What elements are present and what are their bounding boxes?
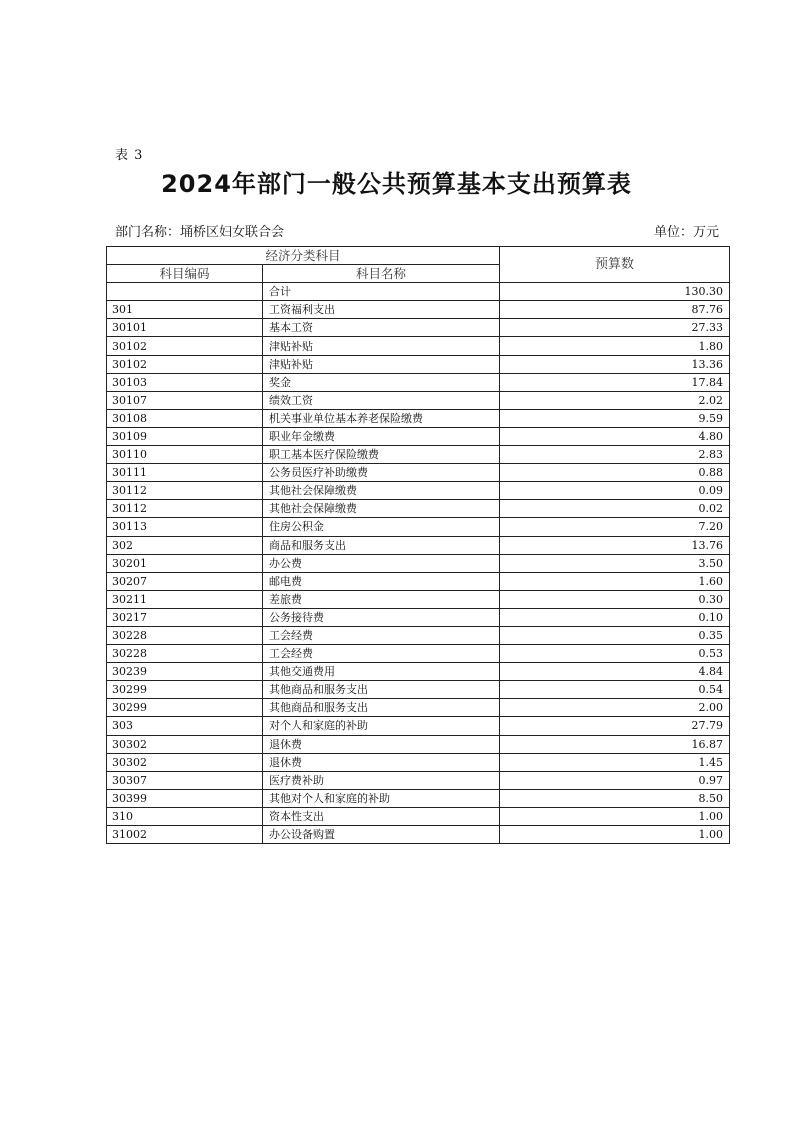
name-cell: 退休费 (263, 735, 500, 753)
code-cell: 30217 (107, 608, 263, 626)
amount-cell: 0.10 (500, 608, 730, 626)
name-cell: 其他社会保障缴费 (263, 500, 500, 518)
name-cell: 资本性支出 (263, 807, 500, 825)
amount-cell: 4.80 (500, 427, 730, 445)
amount-cell: 2.83 (500, 446, 730, 464)
economic-classification-header: 经济分类科目 (107, 247, 500, 265)
table-row (107, 807, 730, 825)
name-cell: 津贴补贴 (263, 337, 500, 355)
table-row (107, 608, 730, 626)
amount-cell: 0.30 (500, 590, 730, 608)
name-cell: 绩效工资 (263, 391, 500, 409)
name-cell: 商品和服务支出 (263, 536, 500, 554)
table-row (107, 699, 730, 717)
code-cell: 30207 (107, 572, 263, 590)
amount-cell: 2.00 (500, 699, 730, 717)
table-row (107, 663, 730, 681)
amount-cell: 2.02 (500, 391, 730, 409)
table-row (107, 301, 730, 319)
code-cell: 303 (107, 717, 263, 735)
code-cell: 30112 (107, 500, 263, 518)
amount-cell: 1.00 (500, 826, 730, 844)
amount-cell: 0.02 (500, 500, 730, 518)
name-cell: 其他社会保障缴费 (263, 482, 500, 500)
table-row (107, 645, 730, 663)
name-cell: 基本工资 (263, 319, 500, 337)
amount-cell: 8.50 (500, 789, 730, 807)
amount-cell: 0.97 (500, 771, 730, 789)
table-row (107, 464, 730, 482)
amount-cell: 9.59 (500, 409, 730, 427)
amount-cell: 130.30 (500, 283, 730, 301)
code-cell: 30111 (107, 464, 263, 482)
name-cell: 办公费 (263, 554, 500, 572)
table-row (107, 626, 730, 644)
table-row (107, 500, 730, 518)
code-cell: 30108 (107, 409, 263, 427)
table-number: 表 3 (115, 148, 144, 163)
name-cell: 差旅费 (263, 590, 500, 608)
name-cell: 其他交通费用 (263, 663, 500, 681)
table-row (107, 391, 730, 409)
name-cell: 公务员医疗补助缴费 (263, 464, 500, 482)
name-cell: 工会经费 (263, 626, 500, 644)
name-cell: 合计 (263, 283, 500, 301)
amount-cell: 16.87 (500, 735, 730, 753)
table-row (107, 717, 730, 735)
amount-cell: 13.36 (500, 355, 730, 373)
code-column-header: 科目编码 (107, 265, 263, 283)
table-row (107, 826, 730, 844)
code-cell: 30211 (107, 590, 263, 608)
table-row (107, 319, 730, 337)
amount-cell: 0.09 (500, 482, 730, 500)
table-row (107, 536, 730, 554)
table-row (107, 789, 730, 807)
code-cell: 302 (107, 536, 263, 554)
code-cell: 30228 (107, 626, 263, 644)
code-cell: 30299 (107, 681, 263, 699)
code-cell: 301 (107, 301, 263, 319)
code-cell: 310 (107, 807, 263, 825)
name-cell: 机关事业单位基本养老保险缴费 (263, 409, 500, 427)
name-cell: 工资福利支出 (263, 301, 500, 319)
code-cell: 30112 (107, 482, 263, 500)
amount-cell: 1.00 (500, 807, 730, 825)
amount-cell: 1.60 (500, 572, 730, 590)
code-cell: 30299 (107, 699, 263, 717)
amount-cell: 0.35 (500, 626, 730, 644)
code-cell: 30109 (107, 427, 263, 445)
table-row (107, 283, 730, 301)
code-cell: 30239 (107, 663, 263, 681)
table-row (107, 753, 730, 771)
amount-cell: 0.88 (500, 464, 730, 482)
code-cell: 30302 (107, 753, 263, 771)
code-cell: 30110 (107, 446, 263, 464)
amount-cell: 4.84 (500, 663, 730, 681)
name-cell: 职工基本医疗保险缴费 (263, 446, 500, 464)
amount-cell: 27.79 (500, 717, 730, 735)
name-cell: 津贴补贴 (263, 355, 500, 373)
name-cell: 办公设备购置 (263, 826, 500, 844)
code-cell: 30102 (107, 337, 263, 355)
code-cell: 31002 (107, 826, 263, 844)
name-cell: 医疗费补助 (263, 771, 500, 789)
table-row (107, 590, 730, 608)
table-row (107, 482, 730, 500)
amount-cell: 7.20 (500, 518, 730, 536)
amount-cell: 0.53 (500, 645, 730, 663)
amount-cell: 27.33 (500, 319, 730, 337)
amount-cell: 3.50 (500, 554, 730, 572)
table-row (107, 355, 730, 373)
code-cell: 30307 (107, 771, 263, 789)
name-cell: 邮电费 (263, 572, 500, 590)
amount-cell: 1.80 (500, 337, 730, 355)
code-cell: 30113 (107, 518, 263, 536)
code-cell: 30102 (107, 355, 263, 373)
amount-cell: 17.84 (500, 373, 730, 391)
code-cell (107, 283, 263, 301)
code-cell: 30107 (107, 391, 263, 409)
code-cell: 30101 (107, 319, 263, 337)
department-name: 部门名称：埇桥区妇女联合会 (115, 225, 285, 240)
code-cell: 30103 (107, 373, 263, 391)
table-row (107, 409, 730, 427)
name-cell: 其他对个人和家庭的补助 (263, 789, 500, 807)
code-cell: 30302 (107, 735, 263, 753)
name-cell: 其他商品和服务支出 (263, 699, 500, 717)
name-column-header: 科目名称 (263, 265, 500, 283)
name-cell: 对个人和家庭的补助 (263, 717, 500, 735)
amount-cell: 0.54 (500, 681, 730, 699)
code-cell: 30228 (107, 645, 263, 663)
name-cell: 公务接待费 (263, 608, 500, 626)
amount-cell: 87.76 (500, 301, 730, 319)
amount-cell: 13.76 (500, 536, 730, 554)
unit-label: 单位：万元 (653, 225, 719, 240)
table-row (107, 518, 730, 536)
name-cell: 工会经费 (263, 645, 500, 663)
budget-table (106, 246, 730, 844)
name-cell: 职业年金缴费 (263, 427, 500, 445)
table-row (107, 554, 730, 572)
name-cell: 住房公积金 (263, 518, 500, 536)
name-cell: 退休费 (263, 753, 500, 771)
name-cell: 其他商品和服务支出 (263, 681, 500, 699)
code-cell: 30201 (107, 554, 263, 572)
name-cell: 奖金 (263, 373, 500, 391)
table-row (107, 572, 730, 590)
code-cell: 30399 (107, 789, 263, 807)
table-row (107, 771, 730, 789)
budget-column-header: 预算数 (500, 247, 730, 283)
table-row (107, 681, 730, 699)
amount-cell: 1.45 (500, 753, 730, 771)
table-row (107, 337, 730, 355)
table-row (107, 373, 730, 391)
table-row (107, 735, 730, 753)
table-row (107, 427, 730, 445)
page-title: 2024年部门一般公共预算基本支出预算表 (161, 170, 632, 198)
table-row (107, 446, 730, 464)
